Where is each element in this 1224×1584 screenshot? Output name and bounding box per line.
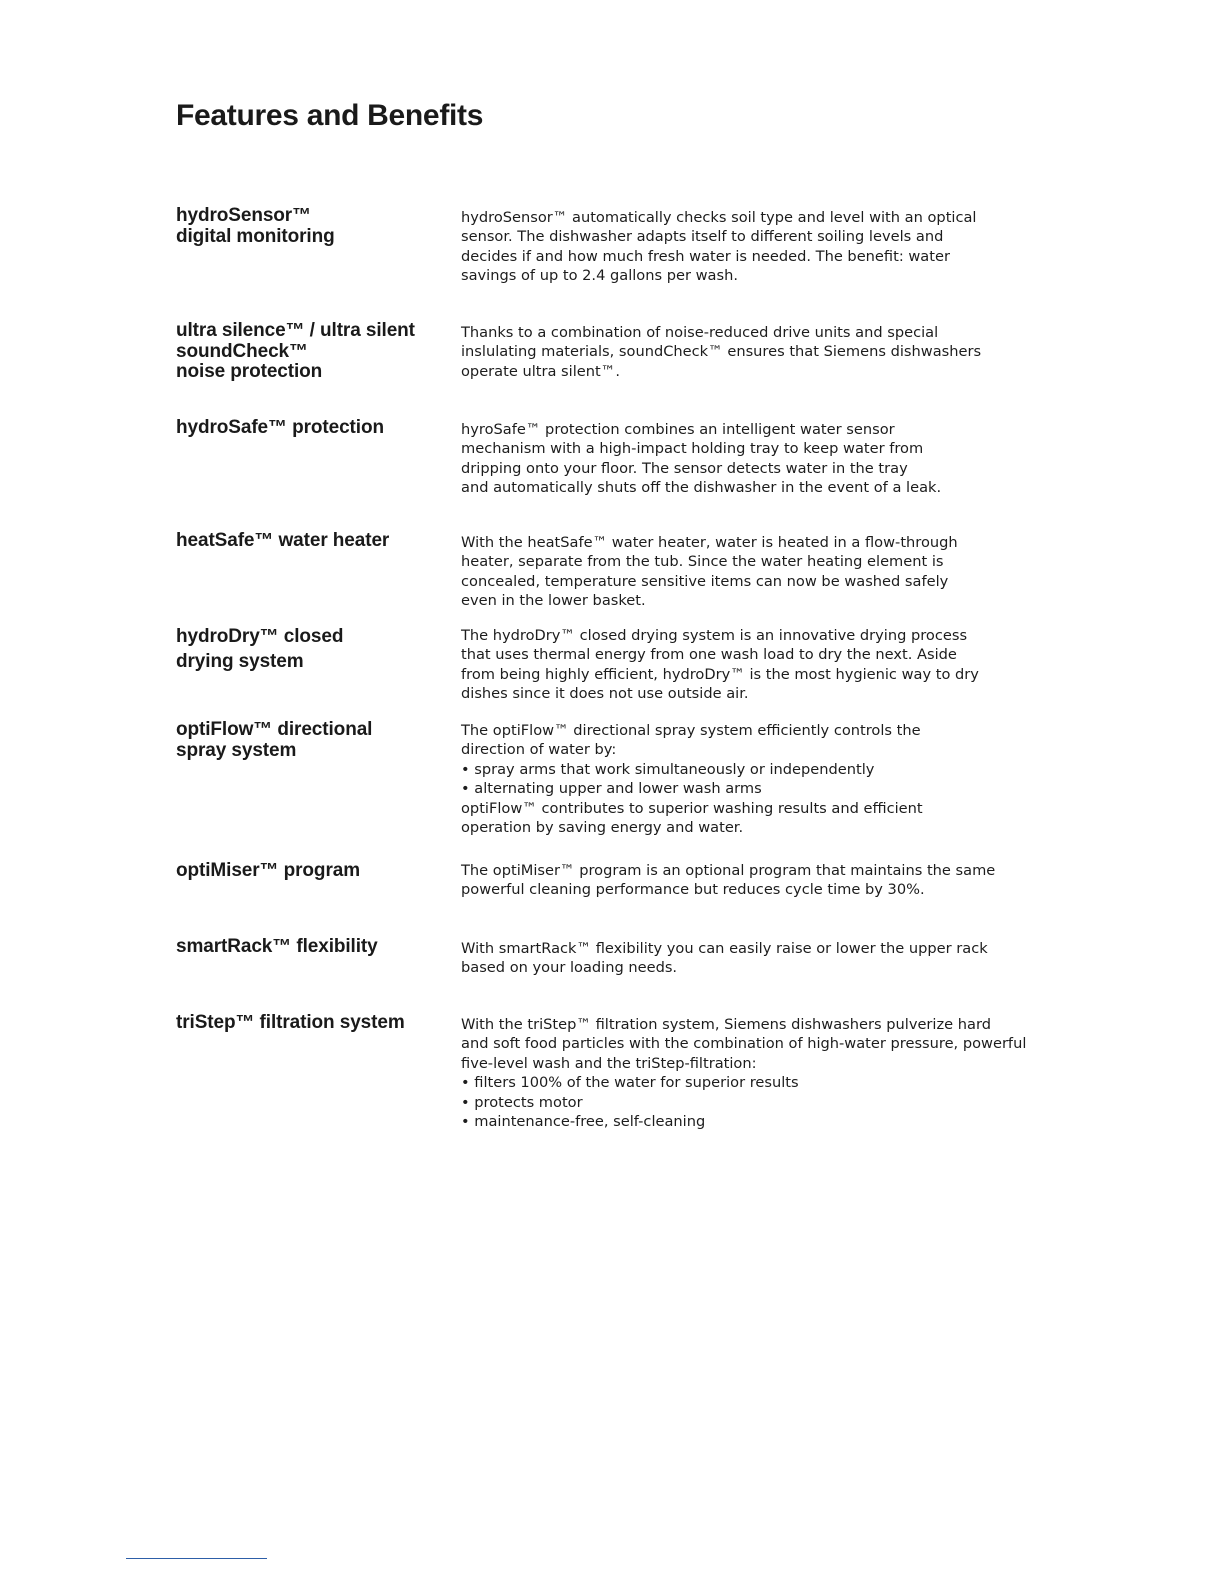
feature-name-line: drying system xyxy=(176,651,304,672)
feature-desc-line: hyroSafe™ protection combines an intelligent water sensor xyxy=(461,421,895,438)
feature-desc-smartrack xyxy=(461,939,1081,978)
feature-desc-soundcheck xyxy=(461,323,1081,381)
feature-desc-line: based on your loading needs. xyxy=(461,959,678,977)
feature-desc-line: and soft food particles with the combination of high-water pressure, powerful xyxy=(461,1035,1027,1053)
feature-desc-line: Thanks to a combination of noise-reduced drive units and special xyxy=(461,324,939,341)
feature-name-optimiser xyxy=(176,861,446,882)
feature-desc-line: With the heatSafe™ water heater, water is heated in a flow-through xyxy=(461,534,958,551)
feature-desc-line: • spray arms that work simultaneously or independently xyxy=(461,760,875,778)
feature-name-hydrodry xyxy=(176,624,446,674)
feature-name-hydrosensor xyxy=(176,206,446,247)
feature-desc-line: powerful cleaning performance but reduces cycle time by 30%. xyxy=(461,881,925,899)
feature-desc-line: dripping onto your floor. The sensor detects water in the tray xyxy=(461,459,908,477)
feature-desc-line: even in the lower basket. xyxy=(461,592,646,610)
feature-name-smartrack xyxy=(176,937,446,958)
feature-name-line: heatSafe™ water heater xyxy=(176,530,390,551)
feature-desc-line: • protects motor xyxy=(461,1093,583,1111)
footnote-divider xyxy=(126,1558,267,1559)
feature-desc-hydrosensor xyxy=(461,208,1081,286)
feature-name-line: optiMiser™ program xyxy=(176,860,360,881)
feature-desc-line: inslulating materials, soundCheck™ ensures that Siemens dishwashers xyxy=(461,343,982,361)
feature-desc-line: and automatically shuts off the dishwasher in the event of a leak. xyxy=(461,479,942,497)
feature-name-line: hydroSensor™ xyxy=(176,205,311,226)
feature-desc-hydrodry xyxy=(461,626,1081,704)
feature-desc-line: optiFlow™ contributes to superior washing results and efficient xyxy=(461,799,923,817)
feature-name-line: spray system xyxy=(176,739,297,761)
page-title: Features and Benefits xyxy=(176,99,484,132)
feature-desc-optimiser xyxy=(461,861,1081,900)
feature-desc-line: heater, separate from the tub. Since the water heating element is xyxy=(461,553,944,571)
feature-desc-line: The hydroDry™ closed drying system is an innovative drying process xyxy=(461,627,968,644)
feature-desc-heatsafe xyxy=(461,533,1081,611)
feature-desc-line: decides if and how much fresh water is needed. The benefit: water xyxy=(461,247,950,265)
feature-desc-line: • alternating upper and lower wash arms xyxy=(461,780,762,798)
feature-name-line: smartRack™ flexibility xyxy=(176,936,378,957)
feature-desc-line: • filters 100% of the water for superior results xyxy=(461,1074,799,1092)
feature-desc-tristep xyxy=(461,1015,1081,1131)
feature-name-line: hydroSafe™ protection xyxy=(176,417,384,438)
feature-desc-line: concealed, temperature sensitive items can now be washed safely xyxy=(461,572,949,590)
feature-desc-line: The optiMiser™ program is an optional program that maintains the same xyxy=(461,862,996,879)
feature-desc-line: direction of water by: xyxy=(461,741,617,759)
feature-desc-line: hydroSensor™ automatically checks soil type and level with an optical xyxy=(461,209,977,226)
feature-name-line: hydroDry™ closed xyxy=(176,626,344,647)
feature-name-line: optiFlow™ directional xyxy=(176,719,373,740)
feature-name-line: ultra silence™ / ultra silent xyxy=(176,320,415,341)
feature-desc-line: dishes since it does not use outside air. xyxy=(461,685,749,703)
feature-name-tristep xyxy=(176,1013,446,1034)
feature-name-heatsafe xyxy=(176,531,446,552)
feature-name-line: soundCheck™ xyxy=(176,340,308,362)
feature-desc-line: five-level wash and the triStep-filtration: xyxy=(461,1054,757,1072)
feature-desc-hydrosafe xyxy=(461,420,1081,498)
feature-desc-line: The optiFlow™ directional spray system efficiently controls the xyxy=(461,722,921,739)
feature-name-soundcheck xyxy=(176,321,446,383)
feature-desc-line: from being highly efficient, hydroDry™ is the most hygienic way to dry xyxy=(461,665,979,683)
feature-name-optiflow xyxy=(176,720,446,761)
feature-desc-line: mechanism with a high-impact holding tray to keep water from xyxy=(461,440,924,458)
feature-desc-optiflow xyxy=(461,721,1081,837)
feature-name-line: triStep™ filtration system xyxy=(176,1012,405,1033)
feature-name-line: digital monitoring xyxy=(176,225,335,247)
feature-desc-line: With smartRack™ flexibility you can easily raise or lower the upper rack xyxy=(461,940,988,957)
feature-desc-line: that uses thermal energy from one wash load to dry the next. Aside xyxy=(461,646,957,664)
feature-name-line: noise protection xyxy=(176,361,323,382)
feature-desc-line: operation by saving energy and water. xyxy=(461,819,744,837)
feature-desc-line: operate ultra silent™. xyxy=(461,362,620,380)
feature-desc-line: With the triStep™ filtration system, Siemens dishwashers pulverize hard xyxy=(461,1016,991,1033)
feature-desc-line: • maintenance-free, self-cleaning xyxy=(461,1113,706,1131)
feature-desc-line: sensor. The dishwasher adapts itself to different soiling levels and xyxy=(461,228,944,246)
feature-desc-line: savings of up to 2.4 gallons per wash. xyxy=(461,267,738,285)
feature-name-hydrosafe xyxy=(176,418,446,439)
